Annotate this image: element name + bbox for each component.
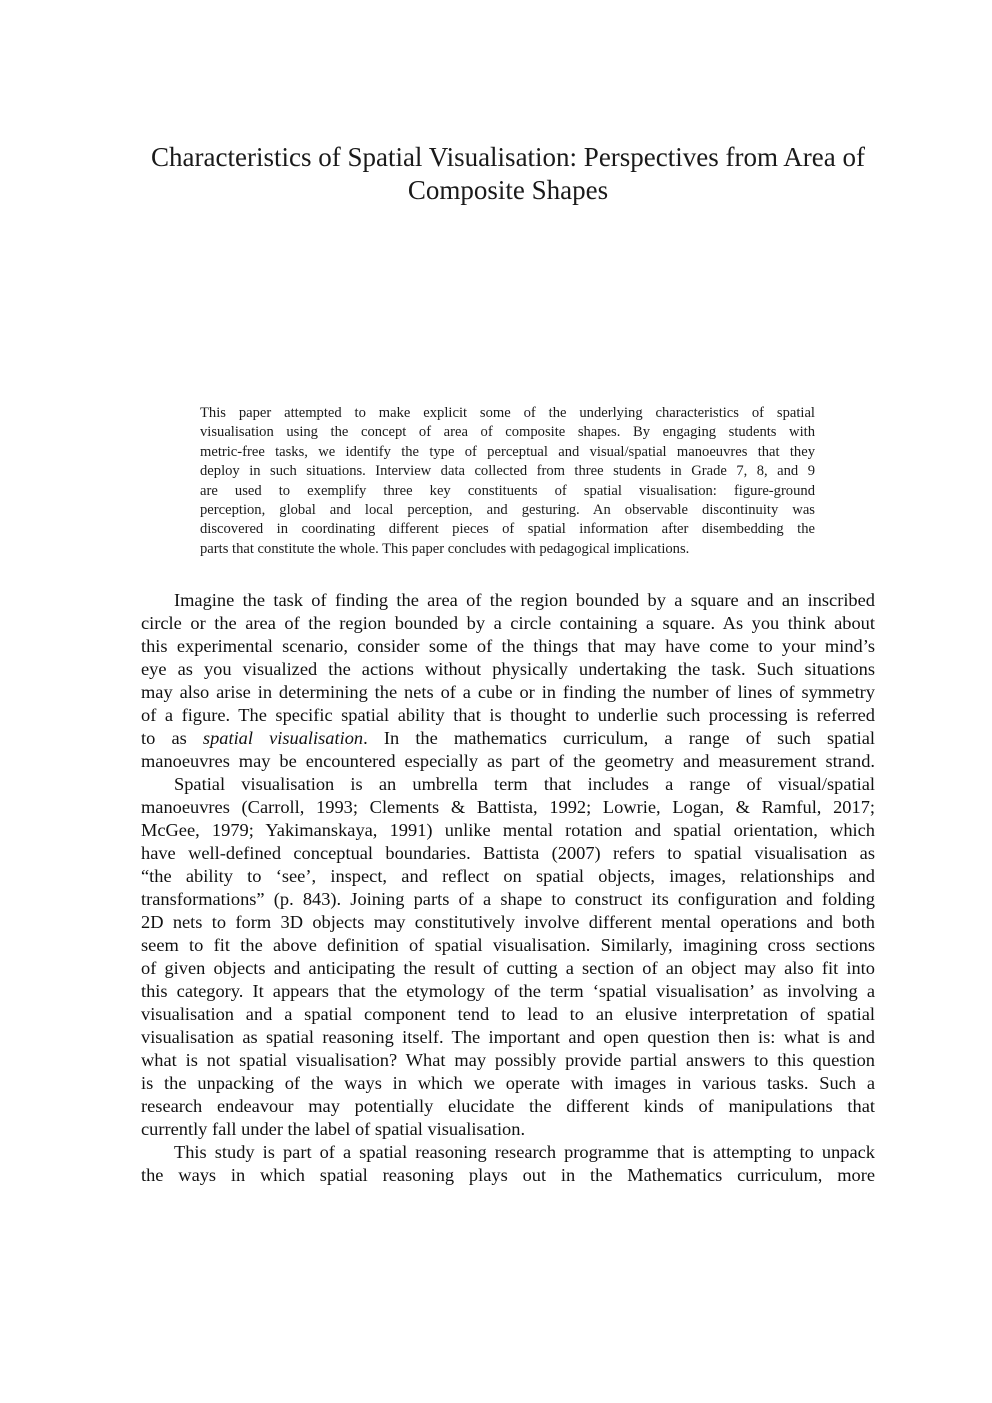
body-line: is the unpacking of the ways in which we operate with images in various tasks. Such a xyxy=(141,1073,875,1093)
title-line: Characteristics of Spatial Visualisation: Perspectives from Area of xyxy=(151,142,865,172)
title-line: Composite Shapes xyxy=(407,175,609,205)
body-line: seem to fit the above definition of spatial visualisation. Similarly, imagining cross sections xyxy=(141,935,875,955)
paragraph-3 xyxy=(141,1141,875,1187)
body-line: transformations” (p. 843). Joining parts of a shape to construct its configuration and folding xyxy=(141,889,875,909)
body-line: visualisation as spatial reasoning itself. The important and open question then is: what is and xyxy=(141,1027,875,1047)
body-line: of a figure. The specific spatial ability that is thought to underlie such processing is referred xyxy=(141,705,875,725)
body-line: circle or the area of the region bounded by a circle containing a square. As you think about xyxy=(141,613,875,633)
body-line: visualisation and a spatial component tend to lead to an elusive interpretation of spatial xyxy=(141,1004,875,1024)
abstract-line: discovered in coordinating different pieces of spatial information after disembedding the xyxy=(200,521,815,538)
body-line: eye as you visualized the actions without physically undertaking the task. Such situations xyxy=(141,659,875,679)
body-line: the ways in which spatial reasoning plays out in the Mathematics curriculum, more xyxy=(141,1165,875,1185)
body-line: 2D nets to form 3D objects may constitutively involve different mental operations and both xyxy=(141,912,875,932)
body-text xyxy=(141,589,875,1187)
body-text-run: . In the mathematics curriculum, a range of such spatial xyxy=(363,728,875,748)
abstract-line: metric-free tasks, we identify the type of perceptual and visual/spatial manoeuvres that they xyxy=(200,443,815,460)
paper-title xyxy=(100,141,916,207)
body-line: what is not spatial visualisation? What may possibly provide partial answers to this question xyxy=(141,1050,875,1070)
body-line: manoeuvres may be encountered especially as part of the geometry and measurement strand. xyxy=(141,751,875,771)
body-line xyxy=(141,727,875,750)
abstract xyxy=(200,404,815,559)
body-line: research endeavour may potentially elucidate the different kinds of manipulations that xyxy=(141,1096,875,1116)
body-line: Imagine the task of finding the area of the region bounded by a square and an inscribed xyxy=(174,590,875,610)
body-line: “the ability to ‘see’, inspect, and reflect on spatial objects, images, relationships and xyxy=(141,866,875,886)
paragraph-1 xyxy=(141,589,875,773)
abstract-line: visualisation using the concept of area of composite shapes. By engaging students with xyxy=(200,424,815,441)
body-line: McGee, 1979; Yakimanskaya, 1991) unlike mental rotation and spatial orientation, which xyxy=(141,820,875,840)
abstract-line: are used to exemplify three key constituents of spatial visualisation: figure-ground xyxy=(200,482,815,499)
abstract-line: perception, global and local perception, and gesturing. An observable discontinuity was xyxy=(200,502,815,519)
body-line: currently fall under the label of spatial visualisation. xyxy=(141,1119,526,1139)
body-line: this category. It appears that the etymology of the term ‘spatial visualisation’ as involving a xyxy=(141,981,875,1001)
body-line: this experimental scenario, consider some of the things that may have come to your mind’s xyxy=(141,636,875,656)
abstract-line: parts that constitute the whole. This paper concludes with pedagogical implications. xyxy=(200,540,690,557)
emphasis-term: spatial visualisation xyxy=(202,728,364,748)
body-line: of given objects and anticipating the result of cutting a section of an object may also fit into xyxy=(141,958,875,978)
paragraph-2 xyxy=(141,773,875,1141)
body-line: manoeuvres (Carroll, 1993; Clements & Battista, 1992; Lowrie, Logan, & Ramful, 2017; xyxy=(141,797,875,817)
body-line: have well-defined conceptual boundaries. Battista (2007) refers to spatial visualisation as xyxy=(141,843,875,863)
body-text-run: to as xyxy=(141,728,203,748)
abstract-line: This paper attempted to make explicit some of the underlying characteristics of spatial xyxy=(200,405,815,421)
body-line: Spatial visualisation is an umbrella term that includes a range of visual/spatial xyxy=(174,774,875,794)
abstract-line: deploy in such situations. Interview data collected from three students in Grade 7, 8, and 9 xyxy=(200,463,815,480)
body-line: may also arise in determining the nets of a cube or in finding the number of lines of symmetry xyxy=(141,682,875,702)
body-line: This study is part of a spatial reasoning research programme that is attempting to unpack xyxy=(174,1142,875,1162)
